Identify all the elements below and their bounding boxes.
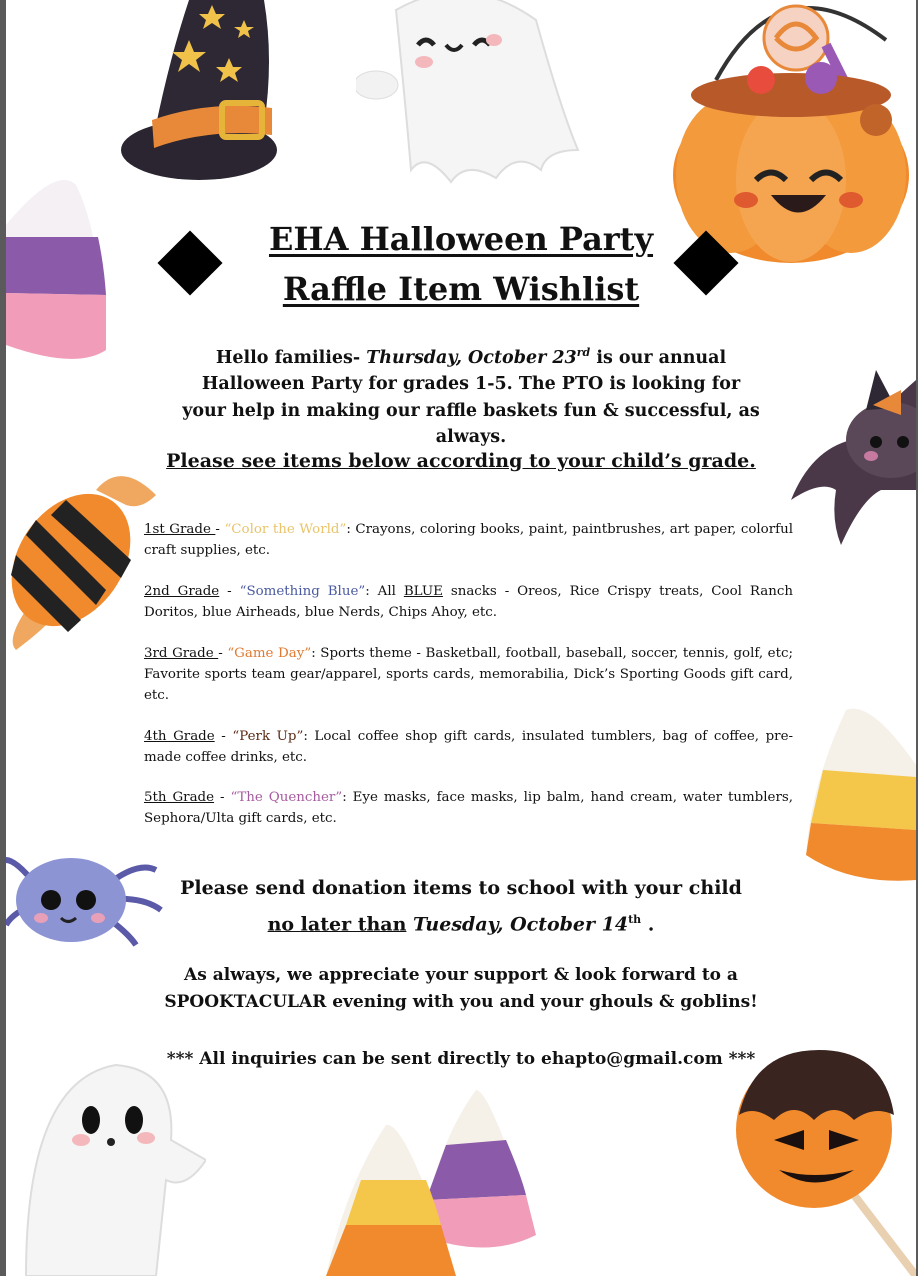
flyer-page: [6, 0, 916, 1276]
grade-theme: “Something Blue”: [239, 584, 366, 599]
grade-5-entry: [144, 787, 793, 829]
title-line-2: Raffle Item Wishlist: [282, 270, 640, 308]
lollipop-illustration: [734, 1045, 916, 1276]
deadline-date-suffix: th: [628, 913, 642, 926]
thanks-block: [6, 962, 916, 1016]
grade-label: 1st Grade: [144, 522, 216, 537]
grade-label: 3rd Grade: [144, 646, 219, 661]
grade-separator: -: [214, 729, 233, 744]
grade-label: 4th Grade: [144, 729, 215, 744]
blue-word: BLUE: [403, 584, 443, 599]
grade-4-entry: [144, 726, 793, 768]
title-line-1: EHA Halloween Party: [268, 220, 654, 258]
grade-theme: “The Quencher”: [230, 790, 343, 805]
grade-3-entry: [144, 643, 793, 706]
grade-items: : Sports theme - Basketball, football, baseball, soccer, tennis, golf, etc; Favorite sports team gear/apparel, sports cards, memorabilia, Dick’s Sporting Goods gift card, etc.: [144, 646, 793, 703]
grade-separator: -: [214, 790, 231, 805]
witch-hat-illustration: [114, 0, 284, 190]
ghost-illustration: [356, 0, 591, 190]
grade-separator: -: [215, 522, 225, 537]
grade-items: snacks - Oreos, Rice Crispy treats, Cool Ranch Doritos, blue Airheads, blue Nerds, Chips Ahoy, etc.: [144, 584, 793, 620]
candy-corn-right-illustration: [801, 705, 916, 885]
grade-theme: “Game Day”: [227, 646, 312, 661]
grade-items: : Crayons, coloring books, paint, paintbrushes, art paper, colorful craft supplies, etc.: [144, 522, 793, 558]
grade-theme: “Color the World”: [224, 522, 347, 537]
intro-line-2: Halloween Party for grades 1-5. The PTO is looking for: [201, 374, 741, 395]
intro-greeting: Hello families-: [215, 347, 367, 368]
intro-part-2: is our annual: [590, 347, 727, 368]
grade-label: 2nd Grade: [144, 584, 220, 599]
contact-line: *** All inquiries can be sent directly to ehapto@gmail.com ***: [166, 1049, 756, 1069]
party-date-suffix: rd: [576, 346, 591, 359]
grade-theme: “Perk Up”: [232, 729, 304, 744]
party-date: Thursday, October 23: [366, 347, 577, 368]
intro-paragraph: [156, 340, 786, 451]
wrapped-candy-illustration: [6, 460, 161, 655]
candy-corn-pair-illustration: [326, 1085, 541, 1276]
ghost-bottom-illustration: [6, 1060, 206, 1276]
grade-separator: -: [219, 584, 240, 599]
subheading: Please see items below according to your child’s grade.: [166, 450, 756, 472]
grade-label: 5th Grade: [144, 790, 215, 805]
grade-items: : Eye masks, face masks, lip balm, hand cream, water tumblers, Sephora/Ulta gift cards, etc.: [144, 790, 793, 826]
deadline-line-1: Please send donation items to school with your child: [180, 877, 742, 899]
deadline-period: .: [641, 913, 655, 936]
grade-1-entry: [144, 519, 793, 561]
thanks-line-1: As always, we appreciate your support & look forward to a: [184, 965, 738, 985]
grade-separator: -: [218, 646, 228, 661]
grade-items-prefix: : All: [365, 584, 404, 599]
deadline-no-later: no later than: [267, 913, 407, 936]
grade-items: : Local coffee shop gift cards, insulated tumblers, bag of coffee, pre-made coffee drinks, etc.: [144, 729, 794, 765]
intro-line-3: your help in making our raffle baskets fun & successful, as always.: [182, 400, 760, 448]
grade-2-entry: [144, 581, 793, 623]
deadline-date: Tuesday, October 14: [406, 913, 629, 936]
thanks-line-2: SPOOKTACULAR evening with you and your ghouls & goblins!: [164, 992, 758, 1012]
deadline-block: [6, 873, 916, 940]
